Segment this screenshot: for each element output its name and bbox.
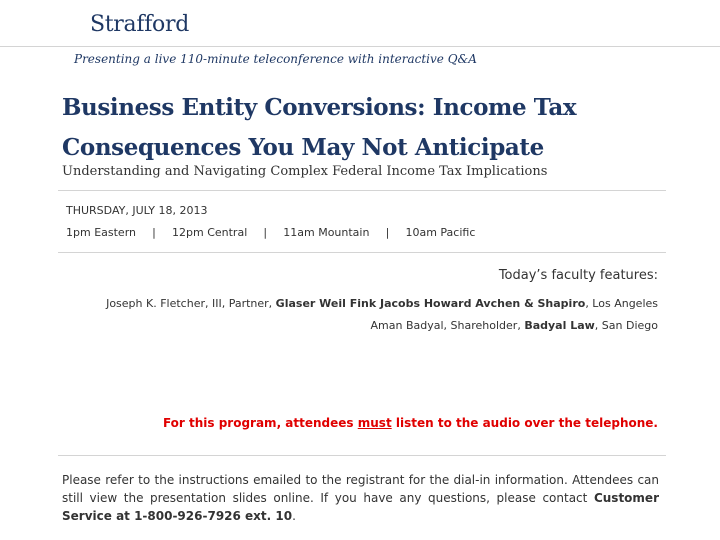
notice-text: listen to the audio over the telephone.	[391, 416, 658, 430]
speaker-firm: Badyal Law	[524, 319, 595, 332]
time-pacific: 10am Pacific	[405, 226, 476, 239]
speaker-firm: Glaser Weil Fink Jacobs Howard Avchen & Shapiro	[275, 297, 586, 310]
schedule-divider	[58, 252, 666, 253]
page-title	[62, 88, 662, 168]
notice-emphasis: must	[357, 416, 392, 430]
subtitle: Understanding and Navigating Complex Federal Income Tax Implications	[62, 164, 548, 179]
time-eastern: 1pm Eastern	[66, 226, 136, 239]
notice-text: For this program, attendees	[162, 416, 358, 430]
speaker-location: , San Diego	[594, 319, 658, 332]
event-times	[66, 226, 475, 239]
title-line-2: Consequences You May Not Anticipate	[62, 134, 544, 161]
header-divider	[0, 46, 720, 47]
speaker-location: , Los Angeles	[585, 297, 658, 310]
time-separator: |	[263, 226, 268, 239]
title-line-1: Business Entity Conversions: Income Tax	[62, 94, 577, 121]
speaker-badyal	[371, 319, 658, 332]
tagline: Presenting a live 110-minute teleconference with interactive Q&A	[74, 52, 477, 66]
speaker-fletcher	[106, 297, 658, 310]
time-mountain: 11am Mountain	[283, 226, 370, 239]
subtitle-divider	[58, 190, 666, 191]
time-central: 12pm Central	[172, 226, 248, 239]
speaker-name-role: Aman Badyal, Shareholder,	[370, 319, 525, 332]
instructions-end: .	[292, 509, 296, 523]
faculty-heading: Today’s faculty features:	[498, 268, 658, 283]
speaker-name-role: Joseph K. Fletcher, III, Partner,	[106, 297, 276, 310]
strafford-logo: Strafford	[90, 12, 189, 37]
time-separator: |	[385, 226, 390, 239]
time-separator: |	[152, 226, 156, 239]
instructions-text: Please refer to the instructions emailed to the registrant for the dial-in information. Attendees can still view the presentation slides online. If you have any questions, please contact	[62, 473, 659, 505]
audio-notice	[163, 416, 658, 430]
dial-in-instructions	[62, 471, 659, 525]
event-date: THURSDAY, JULY 18, 2013	[66, 204, 208, 217]
customer-service-contact: Customer Service at 1-800-926-7926 ext. 10	[62, 491, 659, 523]
notice-divider	[58, 455, 666, 456]
